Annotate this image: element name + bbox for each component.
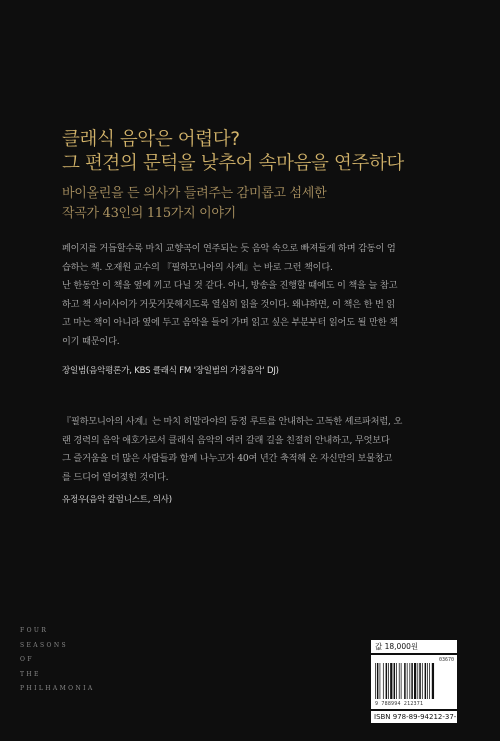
quote-line: 습하는 책. 오재원 교수의 『필하모니아의 사계』는 바로 그런 책이다.: [62, 261, 333, 273]
endorsement-byline-2: 유정우(음악 칼럼니스트, 의사): [62, 495, 172, 505]
series-word: THE: [20, 670, 41, 678]
barcode-bar: [396, 663, 397, 699]
barcode-bar: [427, 663, 428, 699]
quote-line: 『필하모니아의 사계』는 마치 히말라야의 등정 루트를 안내하는 고독한 셰르파처럼, 오: [62, 416, 403, 427]
barcode-bar: [432, 663, 434, 699]
barcode-ean-digits: 9 788994 212371: [375, 701, 424, 707]
barcode-bar: [417, 663, 418, 699]
quote-line: 이기 때문이다.: [62, 335, 120, 347]
quote-line: 하고 책 사이사이가 거뭇거뭇해지도록 열심히 읽을 것이다. 왜냐하면, 이 책은 한 번 읽: [62, 298, 396, 310]
quote-line: 랜 경력의 음악 애호가로서 클래식 음악의 여러 갈래 길을 친절히 안내하고, 무엇보다: [62, 434, 390, 446]
quote-line: 페이지를 거듭할수록 마치 교향곡이 연주되는 듯 음악 속으로 빠져들게 하며 감동이 엄: [62, 243, 396, 254]
series-word: FOUR: [20, 627, 49, 634]
endorsement-quote-2: [62, 413, 480, 487]
barcode-bar: [383, 663, 384, 699]
barcode-bar: [414, 663, 416, 699]
headline-line-1: 클래식 음악은 어렵다?: [62, 129, 240, 150]
subheadline-line-2: 작곡가 43인의 115가지 이야기: [62, 206, 236, 221]
barcode-bar: [377, 663, 379, 699]
barcode-bar: [419, 663, 421, 699]
barcode-bar: [404, 663, 406, 699]
barcode-bar: [375, 663, 376, 699]
barcode-bar: [401, 663, 402, 699]
barcode-bar: [386, 663, 388, 699]
price-label: 값 18,000원: [371, 640, 457, 653]
isbn-label: ISBN 978-89-94212-37-1: [371, 711, 457, 723]
barcode-bar: [422, 663, 423, 699]
barcode-bar: [388, 663, 389, 699]
series-word: PHILHAMONIA: [20, 685, 95, 692]
barcode-bar: [429, 663, 430, 699]
quote-line: 고 마는 책이 아니라 옆에 두고 음악을 들어 가며 읽고 싶은 부분부터 읽어도 될 만한 책: [62, 317, 398, 328]
barcode-bar: [409, 663, 410, 699]
series-wordmark: [20, 624, 95, 697]
quote-line: 난 한동안 이 책을 옆에 끼고 다닐 것 같다. 아니, 방송을 진행할 때에도 이 책을 늘 참고: [62, 280, 398, 291]
barcode-bar: [390, 663, 392, 699]
headline: [62, 128, 492, 176]
barcode-bar: [411, 663, 413, 699]
barcode-bar: [380, 663, 381, 699]
subheadline-line-1: 바이올린을 든 의사가 들려주는 감미롭고 섬세한: [62, 186, 327, 201]
barcode-bar: [394, 663, 396, 699]
barcode-addon-digits: 03670: [438, 657, 454, 663]
series-word: OF: [20, 656, 34, 663]
barcode-bar: [399, 663, 400, 699]
barcode: [371, 655, 457, 709]
quote-line: 를 드디어 열어젖힌 것이다.: [62, 471, 169, 483]
endorsement-byline-1: 장일범(음악평론가, KBS 클래식 FM '장일범의 가정음악' DJ): [62, 366, 279, 376]
quote-line: 그 즐거움을 더 많은 사람들과 함께 나누고자 40여 년간 축적해 온 자신만의 보물창고: [62, 453, 393, 464]
series-word: SEASONS: [20, 641, 69, 649]
headline-line-2: 그 편견의 문턱을 낮추어 속마음을 연주하다: [62, 153, 404, 174]
subheadline: [62, 184, 492, 224]
barcode-bar: [425, 663, 427, 699]
endorsement-quote-1: [62, 240, 480, 351]
barcode-bar: [407, 663, 408, 699]
